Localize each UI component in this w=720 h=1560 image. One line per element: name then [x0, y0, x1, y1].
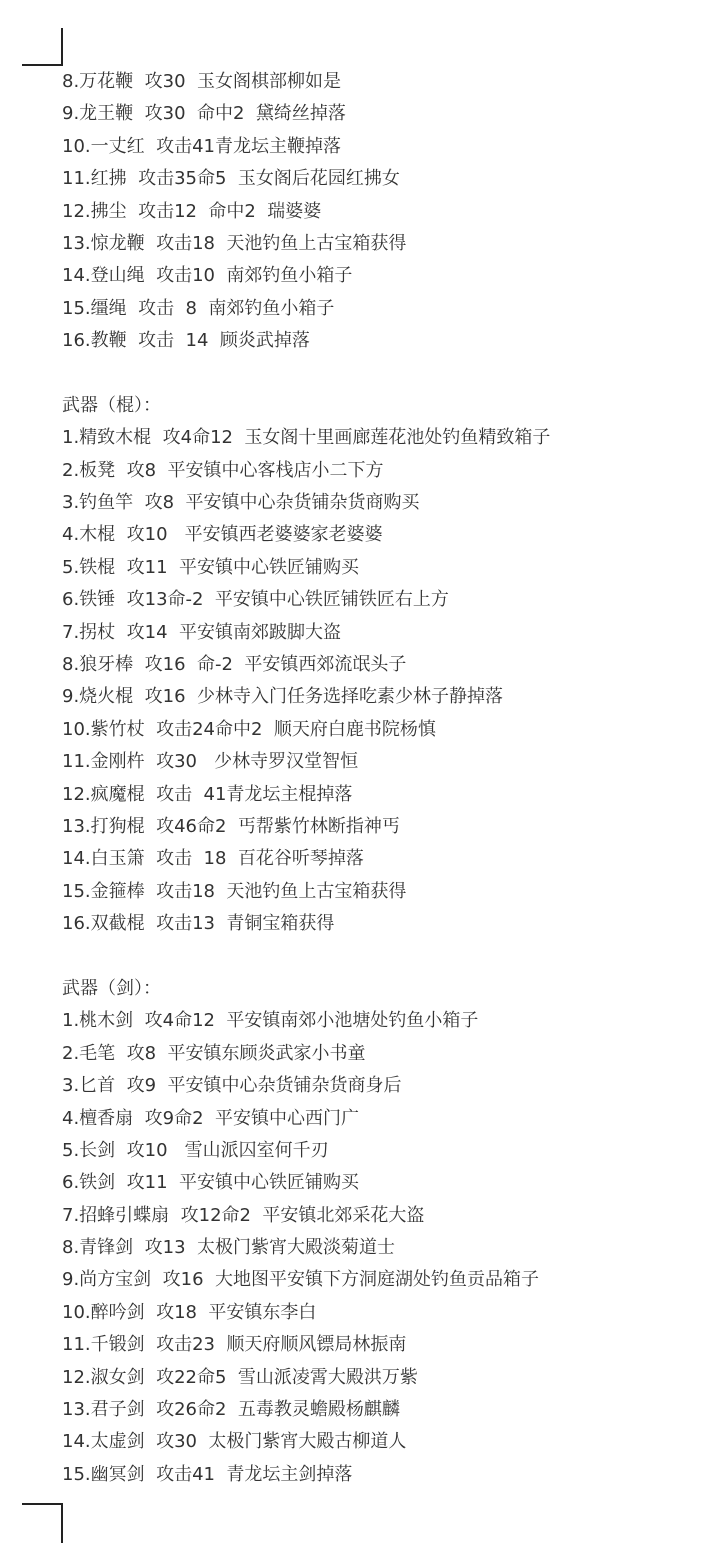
list-item: 16.教鞭 攻击 14 顾炎武掉落: [62, 330, 310, 352]
crop-mark-top-vertical: [61, 28, 63, 66]
list-item: 13.君子剑 攻26命2 五毒教灵蟾殿杨麒麟: [62, 1399, 400, 1421]
list-item: 14.白玉箫 攻击 18 百花谷听琴掉落: [62, 848, 364, 870]
section-title: 武器（剑）：: [62, 977, 161, 999]
list-item: 14.登山绳 攻击10 南郊钓鱼小箱子: [62, 265, 353, 287]
list-item: 9.烧火棍 攻16 少林寺入门任务选择吃素少林子静掉落: [62, 686, 503, 708]
list-item: 12.淑女剑 攻22命5 雪山派凌霄大殿洪万紫: [62, 1366, 418, 1388]
sword-section: [62, 973, 712, 1491]
list-item: 8.万花鞭 攻30 玉女阁棋部柳如是: [62, 71, 341, 92]
crop-mark-top-horizontal: [22, 64, 63, 66]
spacer: [62, 941, 712, 973]
document-page: [62, 66, 712, 1491]
list-item: 13.惊龙鞭 攻击18 天池钓鱼上古宝箱获得: [62, 232, 407, 254]
crop-mark-bottom-horizontal: [22, 1503, 63, 1505]
list-item: 6.铁剑 攻11 平安镇中心铁匠铺购买: [62, 1172, 359, 1194]
list-item: 2.板凳 攻8 平安镇中心客栈店小二下方: [62, 459, 384, 481]
list-item: 11.千锻剑 攻击23 顺天府顺风镖局林振南: [62, 1334, 407, 1356]
list-item: 8.狼牙棒 攻16 命-2 平安镇西郊流氓头子: [62, 654, 407, 676]
list-item: 15.金箍棒 攻击18 天池钓鱼上古宝箱获得: [62, 880, 407, 902]
list-item: 7.招蜂引蝶扇 攻12命2 平安镇北郊采花大盗: [62, 1204, 425, 1226]
list-item: 10.紫竹杖 攻击24命中2 顺天府白鹿书院杨慎: [62, 718, 436, 740]
list-item: 13.打狗棍 攻46命2 丐帮紫竹林断指神丐: [62, 815, 400, 837]
list-item: 15.幽冥剑 攻击41 青龙坛主剑掉落: [62, 1463, 353, 1485]
list-item: 1.精致木棍 攻4命12 玉女阁十里画廊莲花池处钓鱼精致箱子: [62, 427, 551, 449]
list-item: 12.疯魔棍 攻击 41青龙坛主棍掉落: [62, 783, 353, 805]
list-item: 16.双截棍 攻击13 青铜宝箱获得: [62, 913, 335, 935]
list-item: 10.醉吟剑 攻18 平安镇东李白: [62, 1301, 317, 1323]
section-title: 武器（棍）：: [62, 394, 161, 416]
list-item: 9.尚方宝剑 攻16 大地图平安镇下方洞庭湖处钓鱼贡品箱子: [62, 1269, 539, 1291]
list-item: 1.桃木剑 攻4命12 平安镇南郊小池塘处钓鱼小箱子: [62, 1010, 479, 1032]
list-item: 12.拂尘 攻击12 命中2 瑞婆婆: [62, 200, 322, 222]
list-item: 5.铁棍 攻11 平安镇中心铁匠铺购买: [62, 556, 359, 578]
list-item: 3.匕首 攻9 平安镇中心杂货铺杂货商身后: [62, 1075, 402, 1097]
list-item: 10.一丈红 攻击41青龙坛主鞭掉落: [62, 135, 341, 157]
spacer: [62, 358, 712, 390]
list-item: 3.钓鱼竿 攻8 平安镇中心杂货铺杂货商购买: [62, 492, 420, 514]
list-item: 5.长剑 攻10 雪山派囚室何千刃: [62, 1139, 329, 1161]
whip-list: [62, 66, 712, 358]
list-item: 11.金刚杵 攻30 少林寺罗汉堂智恒: [62, 751, 359, 773]
list-item: 4.木棍 攻10 平安镇西老婆婆家老婆婆: [62, 524, 383, 546]
list-item: 8.青锋剑 攻13 太极门紫宵大殿淡菊道士: [62, 1237, 395, 1259]
list-item: 15.缰绳 攻击 8 南郊钓鱼小箱子: [62, 297, 335, 319]
list-item: 9.龙王鞭 攻30 命中2 黛绮丝掉落: [62, 103, 346, 125]
list-item: 2.毛笔 攻8 平安镇东顾炎武家小书童: [62, 1042, 366, 1064]
staff-section: [62, 390, 712, 941]
list-item: 4.檀香扇 攻9命2 平安镇中心西门广: [62, 1107, 359, 1129]
list-item: 11.红拂 攻击35命5 玉女阁后花园红拂女: [62, 168, 400, 190]
list-item: 6.铁锤 攻13命-2 平安镇中心铁匠铺铁匠右上方: [62, 589, 449, 611]
list-item: 14.太虚剑 攻30 太极门紫宵大殿古柳道人: [62, 1431, 407, 1453]
list-item: 7.拐杖 攻14 平安镇南郊跛脚大盗: [62, 621, 341, 643]
crop-mark-bottom-vertical: [61, 1503, 63, 1543]
